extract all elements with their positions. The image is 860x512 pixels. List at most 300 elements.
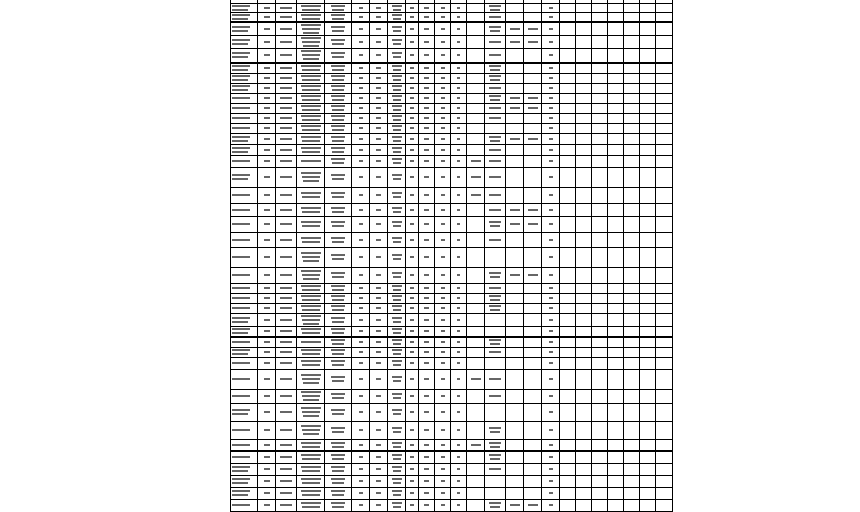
cell-text-ink xyxy=(264,97,270,99)
table-cell xyxy=(276,369,297,389)
table-cell xyxy=(352,93,370,103)
table-cell xyxy=(297,463,325,475)
cell-text-ink xyxy=(489,454,501,456)
cell-text-ink xyxy=(424,209,429,211)
table-cell xyxy=(231,3,258,12)
table-cell xyxy=(467,357,485,369)
table-cell xyxy=(542,247,560,267)
table-cell xyxy=(542,83,560,93)
table-row xyxy=(231,389,673,403)
table-cell xyxy=(231,389,258,403)
cell-text-ink xyxy=(392,221,402,223)
cell-text-ink xyxy=(471,194,481,196)
cell-text-ink xyxy=(393,30,401,32)
table-cell xyxy=(624,113,640,123)
table-cell xyxy=(656,216,673,232)
cell-text-ink xyxy=(302,176,320,178)
table-cell xyxy=(370,113,388,123)
table-cell xyxy=(624,403,640,421)
table-row xyxy=(231,73,673,83)
table-cell xyxy=(542,475,560,487)
table-cell xyxy=(467,347,485,357)
cell-text-ink xyxy=(489,54,501,56)
table-cell xyxy=(258,403,276,421)
table-cell xyxy=(435,93,451,103)
cell-text-ink xyxy=(301,237,321,239)
cell-text-ink xyxy=(392,454,402,456)
table-cell xyxy=(451,451,467,464)
table-cell xyxy=(231,499,258,511)
cell-text-ink xyxy=(332,446,344,448)
table-cell xyxy=(297,83,325,93)
table-cell xyxy=(276,12,297,22)
table-cell xyxy=(640,357,656,369)
table-row xyxy=(231,326,673,337)
cell-text-ink xyxy=(549,341,553,343)
cell-text-ink xyxy=(441,297,445,299)
cell-text-ink xyxy=(528,28,538,30)
cell-text-ink xyxy=(424,504,429,506)
table-cell xyxy=(560,487,576,499)
cell-text-ink xyxy=(301,490,321,492)
table-cell xyxy=(485,451,506,464)
cell-text-ink xyxy=(359,16,363,18)
table-cell xyxy=(542,123,560,133)
cell-text-ink xyxy=(359,256,363,258)
table-cell xyxy=(325,144,352,155)
table-cell xyxy=(467,187,485,203)
cell-text-ink xyxy=(489,65,501,67)
table-cell xyxy=(524,123,542,133)
table-cell xyxy=(325,3,352,12)
cell-text-ink xyxy=(264,274,270,276)
table-cell xyxy=(542,357,560,369)
cell-text-ink xyxy=(441,456,445,458)
cell-text-ink xyxy=(393,482,401,484)
cell-text-ink xyxy=(410,223,414,225)
table-cell xyxy=(608,167,624,187)
cell-text-ink xyxy=(392,427,402,429)
table-cell xyxy=(640,103,656,113)
table-cell xyxy=(624,421,640,439)
table-cell xyxy=(435,155,451,167)
cell-text-ink xyxy=(264,16,270,18)
cell-text-ink xyxy=(392,75,402,77)
table-cell xyxy=(560,293,576,303)
cell-text-ink xyxy=(424,256,429,258)
cell-text-ink xyxy=(393,119,401,121)
table-cell xyxy=(325,293,352,303)
cell-text-ink xyxy=(232,89,248,91)
table-cell xyxy=(656,303,673,313)
table-cell xyxy=(258,389,276,403)
cell-text-ink xyxy=(410,492,414,494)
table-cell xyxy=(608,487,624,499)
cell-text-ink xyxy=(301,360,321,362)
table-cell xyxy=(419,313,435,326)
table-cell xyxy=(231,123,258,133)
cell-text-ink xyxy=(489,41,501,43)
table-cell xyxy=(297,499,325,511)
cell-text-ink xyxy=(232,14,250,16)
cell-text-ink xyxy=(332,109,344,111)
table-cell xyxy=(419,203,435,216)
cell-text-ink xyxy=(264,194,270,196)
table-cell xyxy=(231,439,258,451)
cell-text-ink xyxy=(410,411,414,413)
cell-text-ink xyxy=(331,490,345,492)
table-cell xyxy=(325,357,352,369)
table-cell xyxy=(325,247,352,267)
table-cell xyxy=(297,12,325,22)
table-cell xyxy=(592,369,608,389)
cell-text-ink xyxy=(549,7,553,9)
cell-text-ink xyxy=(359,239,363,241)
cell-text-ink xyxy=(490,506,500,508)
cell-text-ink xyxy=(332,30,344,32)
cell-text-ink xyxy=(392,125,402,127)
table-cell xyxy=(560,155,576,167)
table-cell xyxy=(485,475,506,487)
cell-text-ink xyxy=(549,97,553,99)
cell-text-ink xyxy=(232,223,250,225)
cell-text-ink xyxy=(264,319,270,321)
cell-text-ink xyxy=(549,41,553,43)
table-cell xyxy=(542,403,560,421)
cell-text-ink xyxy=(332,321,344,323)
table-cell xyxy=(258,73,276,83)
cell-text-ink xyxy=(393,446,401,448)
table-cell xyxy=(231,369,258,389)
cell-text-ink xyxy=(264,41,270,43)
table-cell xyxy=(656,403,673,421)
cell-text-ink xyxy=(457,411,460,413)
cell-text-ink xyxy=(410,176,414,178)
cell-text-ink xyxy=(302,446,320,448)
table-cell xyxy=(276,421,297,439)
cell-text-ink xyxy=(303,278,319,280)
table-cell xyxy=(608,421,624,439)
cell-text-ink xyxy=(331,158,345,160)
cell-text-ink xyxy=(376,28,381,30)
table-cell xyxy=(419,463,435,475)
table-cell xyxy=(542,421,560,439)
cell-text-ink xyxy=(393,241,401,243)
table-cell xyxy=(352,247,370,267)
cell-text-ink xyxy=(393,211,401,213)
table-cell xyxy=(352,63,370,74)
table-cell xyxy=(506,203,524,216)
cell-text-ink xyxy=(441,378,445,380)
table-cell xyxy=(406,451,419,464)
table-cell xyxy=(485,155,506,167)
cell-text-ink xyxy=(332,353,344,355)
cell-text-ink xyxy=(549,362,553,364)
table-cell xyxy=(388,203,406,216)
cell-text-ink xyxy=(457,297,460,299)
table-cell xyxy=(370,303,388,313)
table-cell xyxy=(406,389,419,403)
table-cell xyxy=(524,326,542,337)
cell-text-ink xyxy=(457,362,460,364)
cell-text-ink xyxy=(302,395,320,397)
cell-text-ink xyxy=(302,151,320,153)
cell-text-ink xyxy=(392,174,402,176)
table-cell xyxy=(467,283,485,293)
cell-text-ink xyxy=(359,77,363,79)
table-cell xyxy=(388,326,406,337)
table-cell xyxy=(297,73,325,83)
cell-text-ink xyxy=(280,297,292,299)
table-cell xyxy=(467,463,485,475)
cell-text-ink xyxy=(376,378,381,380)
table-cell xyxy=(352,439,370,451)
cell-text-ink xyxy=(457,7,460,9)
table-cell xyxy=(542,463,560,475)
cell-text-ink xyxy=(264,456,270,458)
cell-text-ink xyxy=(410,54,414,56)
table-cell xyxy=(325,167,352,187)
cell-text-ink xyxy=(471,444,481,446)
cell-text-ink xyxy=(441,67,445,69)
cell-text-ink xyxy=(376,504,381,506)
table-cell xyxy=(388,167,406,187)
table-cell xyxy=(276,451,297,464)
table-cell xyxy=(435,73,451,83)
cell-text-ink xyxy=(302,211,320,213)
cell-text-ink xyxy=(264,7,270,9)
cell-text-ink xyxy=(359,492,363,494)
cell-text-ink xyxy=(471,160,481,162)
table-cell xyxy=(485,167,506,187)
table-cell xyxy=(542,283,560,293)
table-cell xyxy=(506,93,524,103)
table-cell xyxy=(276,357,297,369)
table-cell xyxy=(576,357,592,369)
table-cell xyxy=(276,144,297,155)
cell-text-ink xyxy=(302,429,320,431)
table-cell xyxy=(370,283,388,293)
table-cell xyxy=(576,499,592,511)
table-row xyxy=(231,216,673,232)
cell-text-ink xyxy=(489,272,501,274)
table-cell xyxy=(435,337,451,348)
table-cell xyxy=(560,403,576,421)
cell-text-ink xyxy=(376,307,381,309)
table-cell xyxy=(608,216,624,232)
table-cell xyxy=(592,93,608,103)
cell-text-ink xyxy=(302,319,320,321)
table-cell xyxy=(640,247,656,267)
table-cell xyxy=(406,113,419,123)
table-cell xyxy=(406,63,419,74)
table-cell xyxy=(485,326,506,337)
cell-text-ink xyxy=(280,77,292,79)
cell-text-ink xyxy=(457,492,460,494)
table-cell xyxy=(640,463,656,475)
cell-text-ink xyxy=(332,289,344,291)
cell-text-ink xyxy=(280,330,292,332)
cell-text-ink xyxy=(232,136,250,138)
table-cell xyxy=(560,421,576,439)
table-cell xyxy=(524,247,542,267)
table-cell xyxy=(608,347,624,357)
table-cell xyxy=(297,389,325,403)
cell-text-ink xyxy=(549,456,553,458)
table-body xyxy=(231,0,673,511)
cell-text-ink xyxy=(359,411,363,413)
cell-text-ink xyxy=(424,319,429,321)
cell-text-ink xyxy=(232,494,248,496)
cell-text-ink xyxy=(232,174,250,176)
table-cell xyxy=(485,22,506,36)
table-cell xyxy=(406,103,419,113)
table-cell xyxy=(451,83,467,93)
table-cell xyxy=(370,48,388,63)
cell-text-ink xyxy=(410,274,414,276)
table-cell xyxy=(297,267,325,283)
table-cell xyxy=(419,113,435,123)
table-cell xyxy=(231,232,258,247)
cell-text-ink xyxy=(549,411,553,413)
cell-text-ink xyxy=(302,470,320,472)
table-cell xyxy=(524,48,542,63)
table-cell xyxy=(524,22,542,36)
table-cell xyxy=(656,283,673,293)
table-cell xyxy=(467,103,485,113)
table-cell xyxy=(451,203,467,216)
cell-text-ink xyxy=(549,209,553,211)
cell-text-ink xyxy=(280,362,292,364)
cell-text-ink xyxy=(303,45,319,47)
cell-text-ink xyxy=(410,429,414,431)
table-cell xyxy=(608,232,624,247)
table-cell xyxy=(608,475,624,487)
table-cell xyxy=(297,303,325,313)
cell-text-ink xyxy=(410,256,414,258)
table-cell xyxy=(231,93,258,103)
table-cell xyxy=(624,3,640,12)
table-cell xyxy=(524,293,542,303)
table-cell xyxy=(524,93,542,103)
cell-text-ink xyxy=(302,109,320,111)
cell-text-ink xyxy=(232,490,250,492)
table-cell xyxy=(576,303,592,313)
cell-text-ink xyxy=(392,5,402,7)
table-cell xyxy=(560,247,576,267)
cell-text-ink xyxy=(332,494,344,496)
table-cell xyxy=(258,93,276,103)
table-cell xyxy=(608,389,624,403)
table-row xyxy=(231,22,673,36)
cell-text-ink xyxy=(264,149,270,151)
cell-text-ink xyxy=(410,307,414,309)
table-cell xyxy=(435,487,451,499)
cell-text-ink xyxy=(441,319,445,321)
table-cell xyxy=(297,357,325,369)
table-cell xyxy=(467,73,485,83)
cell-text-ink xyxy=(301,407,321,409)
table-cell xyxy=(276,283,297,293)
cell-text-ink xyxy=(301,125,321,127)
cell-text-ink xyxy=(392,158,402,160)
cell-text-ink xyxy=(359,429,363,431)
cell-text-ink xyxy=(424,160,429,162)
table-cell xyxy=(451,22,467,36)
cell-text-ink xyxy=(441,362,445,364)
table-cell xyxy=(640,63,656,74)
table-cell xyxy=(640,48,656,63)
cell-text-ink xyxy=(457,41,460,43)
table-cell xyxy=(524,451,542,464)
table-cell xyxy=(656,12,673,22)
cell-text-ink xyxy=(331,442,345,444)
table-cell xyxy=(624,22,640,36)
cell-text-ink xyxy=(301,14,321,16)
cell-text-ink xyxy=(332,309,344,311)
table-cell xyxy=(560,451,576,464)
cell-text-ink xyxy=(410,87,414,89)
table-cell xyxy=(352,451,370,464)
table-cell xyxy=(276,63,297,74)
cell-text-ink xyxy=(264,176,270,178)
table-cell xyxy=(419,267,435,283)
table-row xyxy=(231,487,673,499)
table-cell xyxy=(231,216,258,232)
cell-text-ink xyxy=(393,140,401,142)
cell-text-ink xyxy=(301,374,321,376)
table-cell xyxy=(542,73,560,83)
cell-text-ink xyxy=(457,117,460,119)
table-row xyxy=(231,439,673,451)
table-cell xyxy=(656,144,673,155)
table-cell xyxy=(485,357,506,369)
table-cell xyxy=(592,347,608,357)
table-cell xyxy=(608,439,624,451)
table-cell xyxy=(592,463,608,475)
cell-text-ink xyxy=(424,297,429,299)
table-row xyxy=(231,451,673,464)
table-cell xyxy=(435,283,451,293)
table-cell xyxy=(524,487,542,499)
cell-text-ink xyxy=(489,107,501,109)
table-cell xyxy=(608,247,624,267)
table-cell xyxy=(506,123,524,133)
table-cell xyxy=(560,22,576,36)
table-cell xyxy=(451,337,467,348)
table-cell xyxy=(231,63,258,74)
cell-text-ink xyxy=(510,28,520,30)
table-cell xyxy=(524,303,542,313)
table-cell xyxy=(325,232,352,247)
cell-text-ink xyxy=(302,54,320,56)
cell-text-ink xyxy=(528,138,538,140)
table-cell xyxy=(485,123,506,133)
cell-text-ink xyxy=(332,140,344,142)
table-cell xyxy=(406,216,419,232)
table-cell xyxy=(524,347,542,357)
table-cell xyxy=(325,389,352,403)
table-cell xyxy=(592,48,608,63)
table-cell xyxy=(276,113,297,123)
table-cell xyxy=(258,247,276,267)
cell-text-ink xyxy=(376,16,381,18)
table-cell xyxy=(576,83,592,93)
table-cell xyxy=(451,123,467,133)
cell-text-ink xyxy=(490,446,500,448)
table-cell xyxy=(231,451,258,464)
cell-text-ink xyxy=(359,480,363,482)
